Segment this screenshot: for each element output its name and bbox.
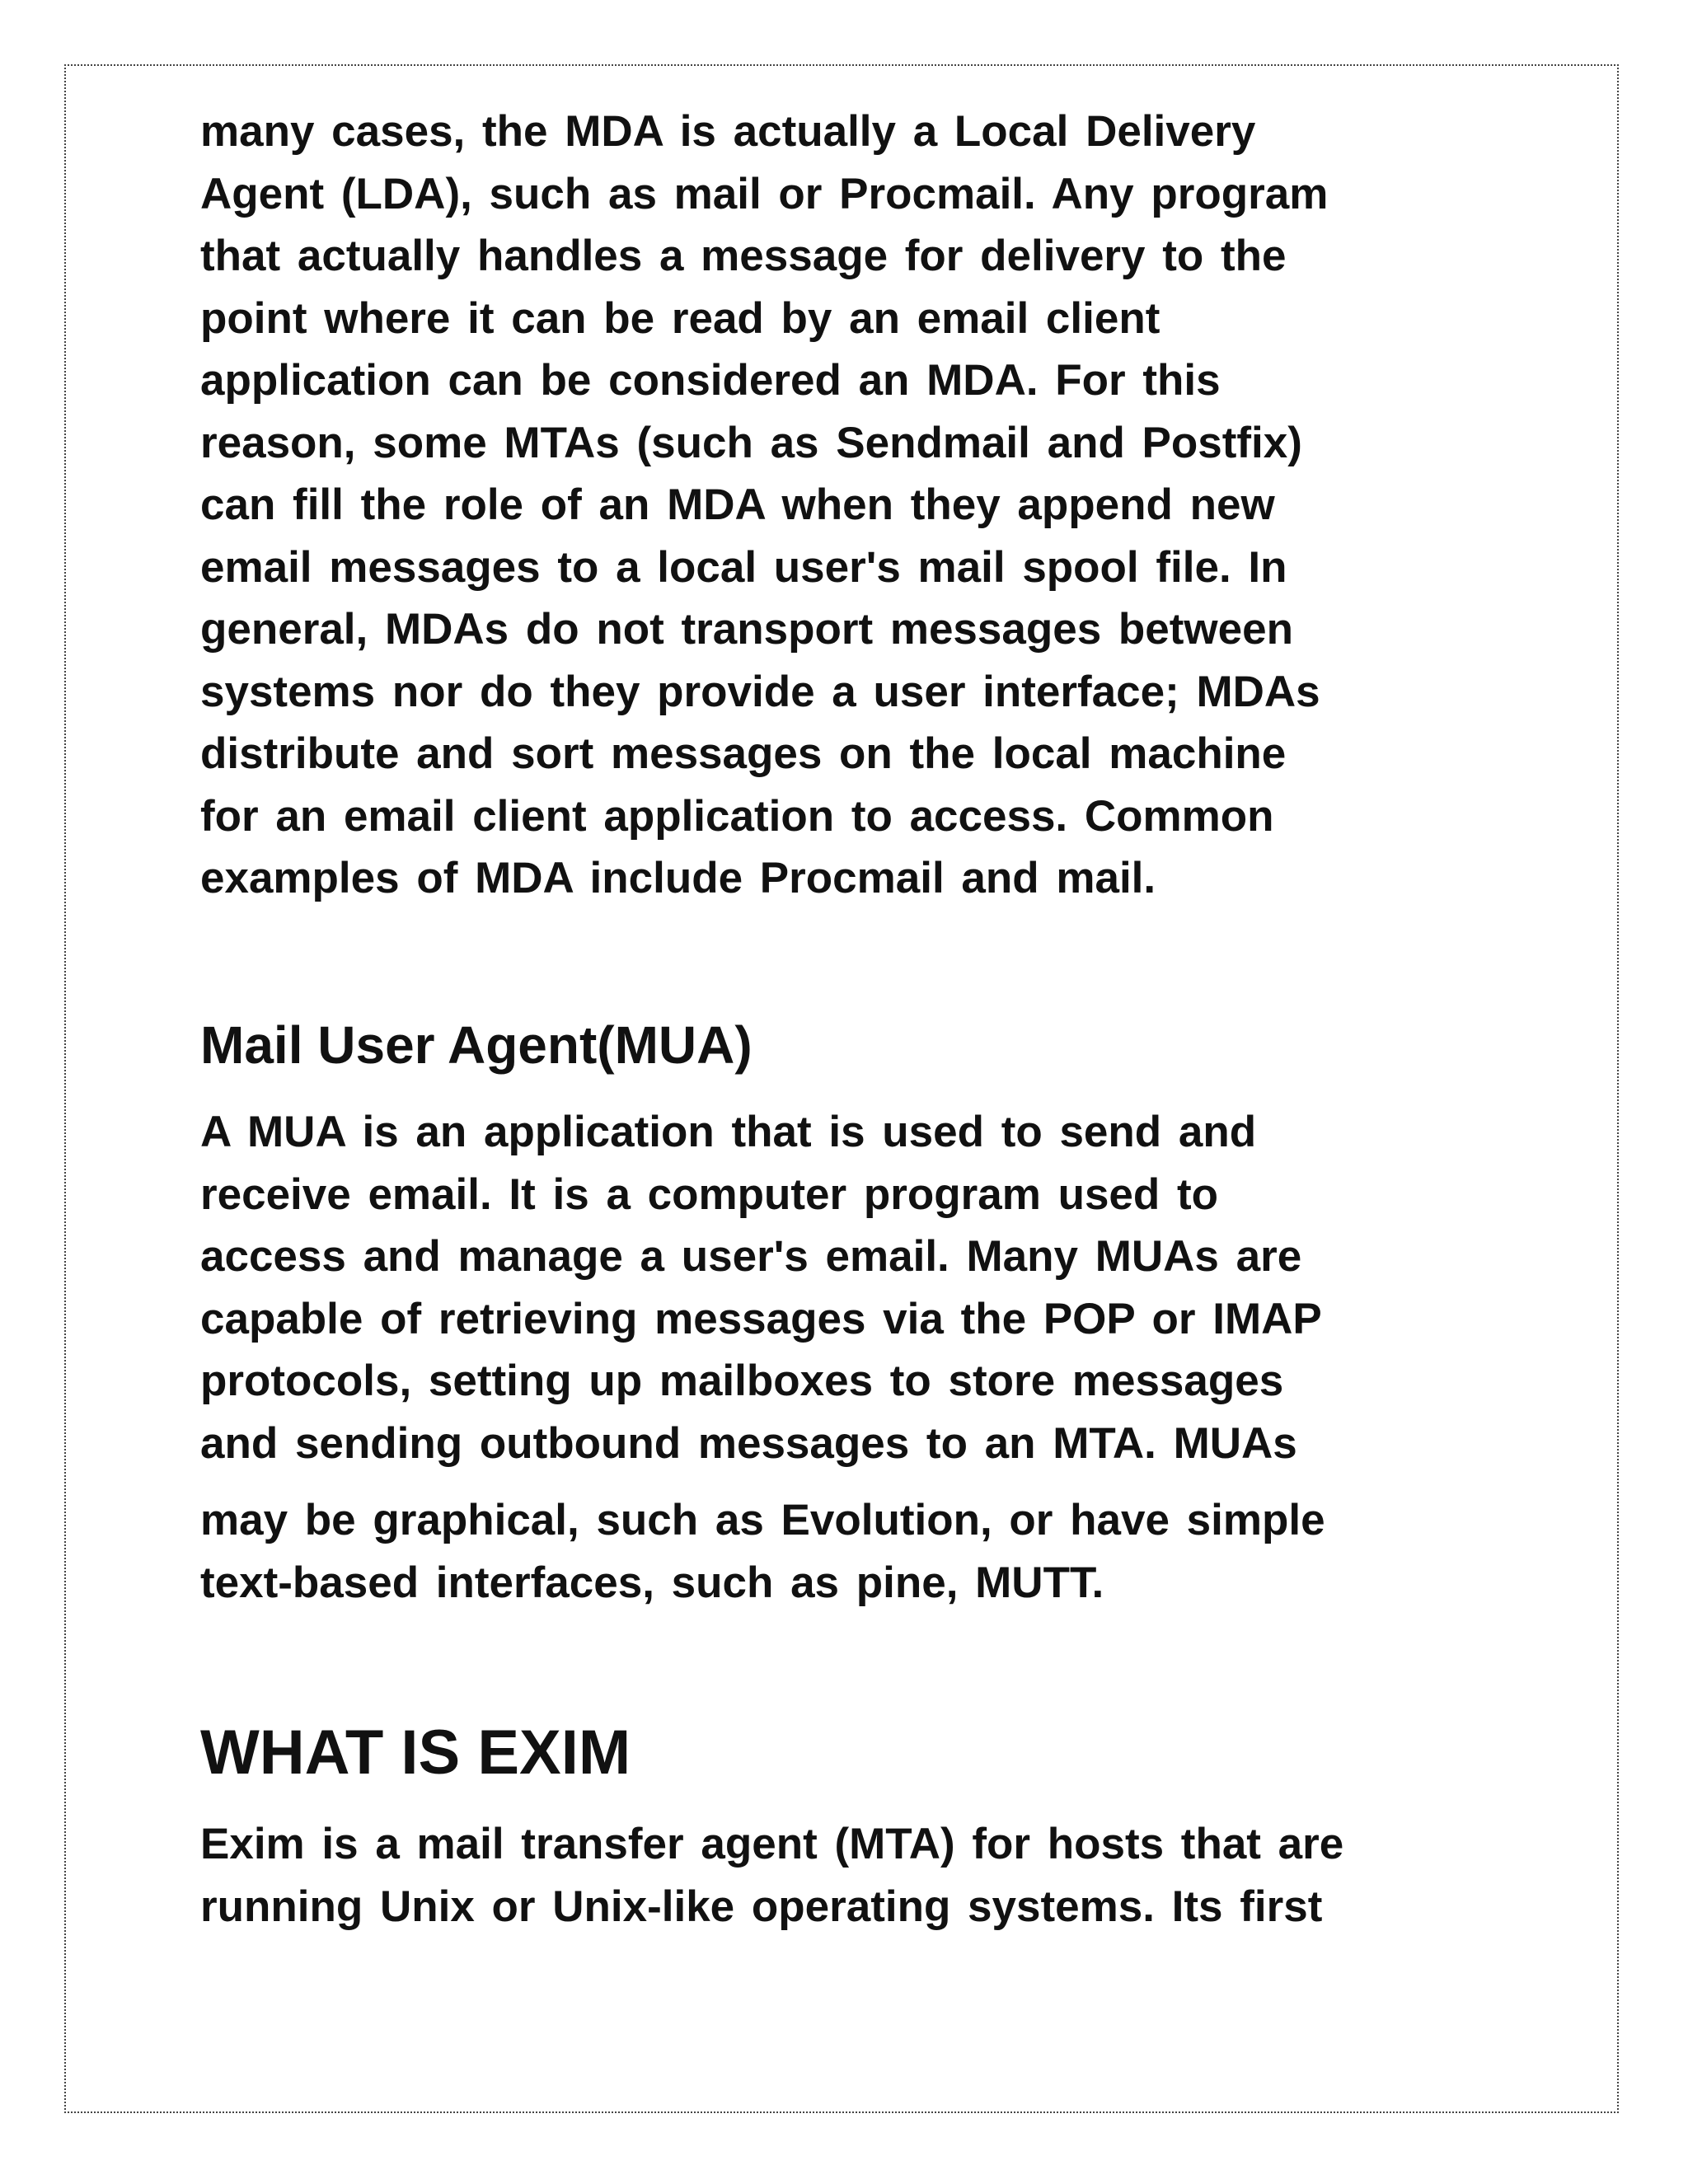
text-line: capable of retrieving messages via the POP or IMAP	[200, 1294, 1322, 1343]
text-line: can fill the role of an MDA when they append new	[200, 480, 1275, 529]
text-line: for an email client application to access. Common	[200, 791, 1274, 841]
text-line: Agent (LDA), such as mail or Procmail. Any program	[200, 169, 1329, 218]
text-line: protocols, setting up mailboxes to store messages	[200, 1357, 1284, 1405]
text-line: general, MDAs do not transport messages between	[200, 605, 1293, 654]
text-line: A MUA is an application that is used to send and	[200, 1108, 1257, 1156]
text-line: examples of MDA include Procmail and mail.	[200, 854, 1156, 902]
text-line: reason, some MTAs (such as Sendmail and Postfix)	[200, 418, 1302, 467]
text-line: application can be considered an MDA. For this	[200, 356, 1221, 405]
text-line: text-based interfaces, such as pine, MUTT.	[200, 1558, 1104, 1607]
mda-paragraph	[200, 101, 1328, 910]
text-line: point where it can be read by an email client	[200, 293, 1160, 343]
text-line: that actually handles a message for delivery to the	[200, 232, 1287, 280]
mua-heading: Mail User Agent(MUA)	[200, 1015, 753, 1075]
text-line: Exim is a mail transfer agent (MTA) for hosts that are	[200, 1820, 1344, 1868]
text-line: distribute and sort messages on the local machine	[200, 729, 1287, 778]
text-line: many cases, the MDA is actually a Local Delivery	[200, 107, 1256, 156]
text-line: access and manage a user's email. Many MUAs are	[200, 1232, 1302, 1281]
text-line: running Unix or Unix-like operating systems. Its first	[200, 1882, 1323, 1931]
mua-paragraph	[200, 1101, 1325, 1614]
exim-paragraph	[200, 1813, 1343, 1938]
exim-heading: WHAT IS EXIM	[200, 1718, 631, 1788]
text-line: receive email. It is a computer program used to	[200, 1169, 1219, 1219]
text-line: systems nor do they provide a user interface; MDAs	[200, 667, 1320, 716]
text-line: email messages to a local user's mail spool file. In	[200, 542, 1287, 592]
text-line: may be graphical, such as Evolution, or have simple	[200, 1496, 1325, 1544]
text-line: and sending outbound messages to an MTA. MUAs	[200, 1418, 1297, 1468]
